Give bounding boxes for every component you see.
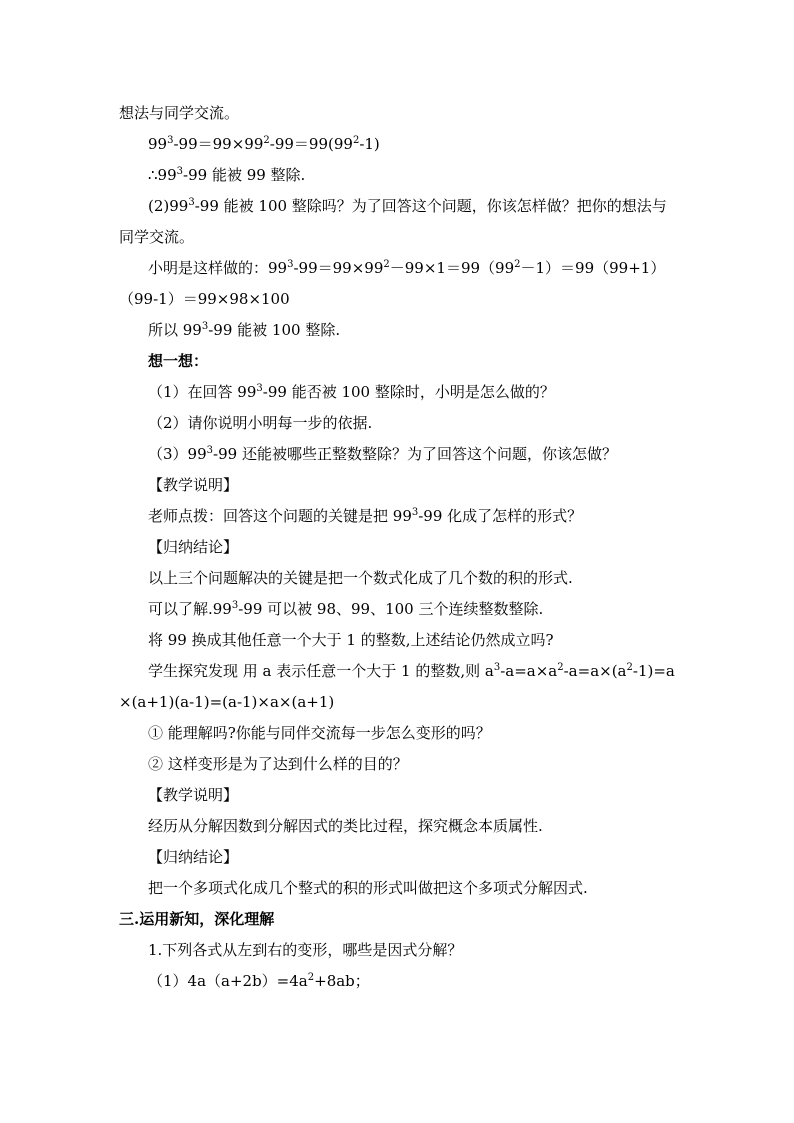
text-line: $(2)99^3-99$ 能被 100 整除吗？为了回答这个问题，你该怎样做？把你的想法与 bbox=[148, 197, 667, 215]
label-heading: 【归纳结论】 bbox=[148, 848, 239, 866]
question-item: ① 能理解吗?你能与同伴交流每一步怎么变形的吗？ bbox=[148, 724, 491, 742]
question-item: （2）请你说明小明每一步的依据. bbox=[148, 414, 373, 432]
label-heading: 【教学说明】 bbox=[148, 476, 239, 494]
text-line: 以上三个问题解决的关键是把一个数式化成了几个数的积的形式. bbox=[148, 569, 573, 587]
question-item: $(3)99^3-99$ 还能被哪些正整数整除？为了回答这个问题，你该怎做？ bbox=[148, 445, 617, 463]
text-line: 经历从分解因数到分解因式的类比过程，探究概念本质属性. bbox=[148, 817, 543, 835]
text-line: 把一个多项式化成几个整式的积的形式叫做把这个多项式分解因式. bbox=[148, 879, 588, 897]
text-line: 老师点拨：回答这个问题的关键是把 $99^3-99$ 化成了怎样的形式？ bbox=[148, 507, 583, 525]
text-line: $\therefore 99^3-99$ 能被 99 整除. bbox=[148, 166, 306, 184]
label-heading: 【教学说明】 bbox=[148, 786, 239, 804]
text-line: 同学交流。 bbox=[119, 228, 195, 246]
section-heading: 想一想： bbox=[148, 352, 209, 370]
question-item: （1）在回答 $99^3-99$ 能否被 100 整除时，小明是怎么做的？ bbox=[148, 383, 555, 401]
text-line: 想法与同学交流。 bbox=[119, 104, 240, 122]
text-line: 将 99 换成其他任意一个大于 1 的整数,上述结论仍然成立吗? bbox=[148, 631, 554, 649]
exercise-prompt: 1.下列各式从左到右的变形，哪些是因式分解？ bbox=[148, 941, 463, 959]
equation-line: ×(a+1)(a-1)=(a-1)×a×(a+1) bbox=[119, 693, 335, 711]
exercise-item: $(1)4a(a+2b)=4a^2+8ab$； bbox=[148, 972, 370, 990]
equation-line: 小明是这样做的：$99^3-99=99\times 99^2-99\times 1=99(99^2-1)=99(99+1)$ bbox=[148, 259, 666, 277]
text-line: 所以 $99^3-99$ 能被 100 整除. bbox=[148, 321, 341, 339]
label-heading: 【归纳结论】 bbox=[148, 538, 239, 556]
equation-line: $99^3-99=99\times 99^2-99=99(99^2-1)$ bbox=[148, 135, 380, 153]
equation-line: 学生探究发现 用 a 表示任意一个大于 1 的整数,则 $a^3-a=a\times a^2-a=a\times(a^2-1)=a$ bbox=[148, 662, 675, 680]
section-heading: 三.运用新知，深化理解 bbox=[119, 910, 275, 928]
equation-line: （99-1）＝99×98×100 bbox=[119, 290, 290, 308]
question-item: ② 这样变形是为了达到什么样的目的？ bbox=[148, 755, 408, 773]
text-line: 可以了解$.99^3-99$ 可以被 98、99、100 三个连续整数整除. bbox=[148, 600, 544, 618]
